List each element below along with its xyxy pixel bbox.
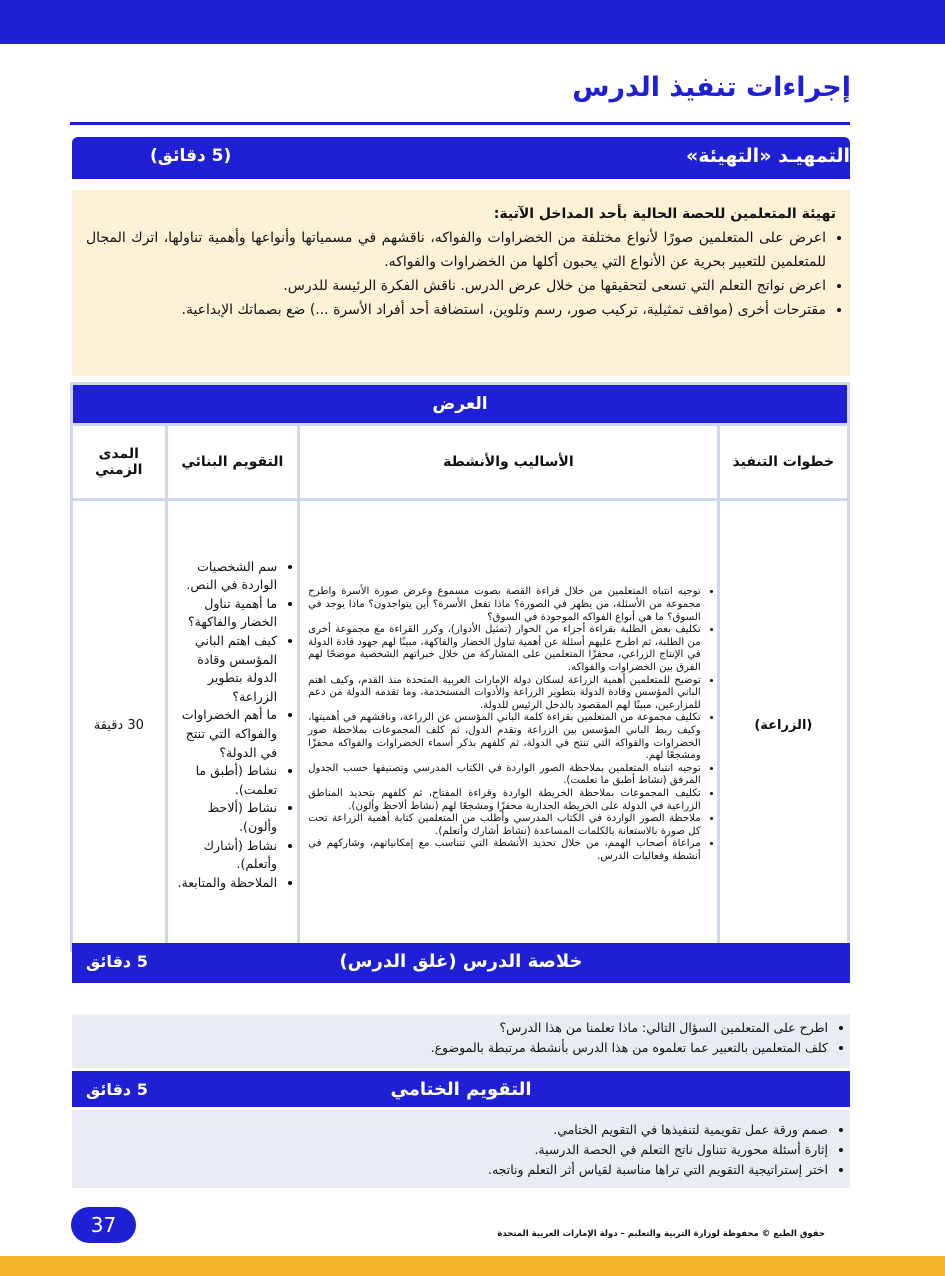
warmup-lead: تهيئة المتعلمين للحصة الحالية بأحد المداخل الآتية: xyxy=(493,206,836,222)
list-item: • تكليف بعض الطلبة بقراءة أجزاء من الحوار (تمثيل الأدوار)، وكرر القراءة مع مجموعة أخرى من الطلبة، ثم اطرح عليهم أسئلة عن أهمية تناول الخضار والفاكهة، مبينًا لهم جهود قادة الدولة في الإنتاج الزراعي، محفزًا المتعلمين على المشاركة من خلال خبراتهم الشخصية موضحًا لهم الفرق بين الخضراوات والفواكه. xyxy=(308,624,701,674)
list-item: • توجيه انتباه المتعلمين بملاحظة الصور الواردة في الكتاب المدرسي وتصنيفها حسب الجدول المرفق (نشاط أطبق ما تعلمت). xyxy=(308,763,701,788)
list-item: • توجيه انتباه المتعلمين من خلال قراءة القصة بصوت مسموع وعرض صورة الأسرة واطرح مجموعة من الأسئلة، من يظهر في الصورة؟ ماذا تفعل الأسرة؟ أين يتواجدون؟ ماذا يوجد في السوق؟ ما هي أنواع الفواكه الموجودة في السوق؟ xyxy=(308,586,701,624)
formative-list xyxy=(168,558,292,893)
presentation-table xyxy=(70,382,850,952)
step-cell: (الزراعة) xyxy=(720,501,847,949)
list-item: • اعرض على المتعلمين صورًا لأنواع مختلفة من الخضراوات والفواكه، ناقشهم في مسمياتها وأنواعها وأهمية تناولها، اترك المجال للمتعلمين للتعبير بحرية عن الأنواع التي يحبون أكلها من الخضراوات والفواكه. xyxy=(86,226,826,274)
column-header-duration: المدى الزمني xyxy=(73,426,165,498)
list-item: • توضيح للمتعلمين أهمية الزراعة لسكان دولة الإمارات العربية المتحدة منذ القدم، وكيف اهتم الباني المؤسس وقادة الدولة بتطوير الزراعة والأدوات المستخدمة، وما تقدمه الدولة من دعم للمزارعين، مبينًا لهم المقصود بالدخل الرئيس للدولة. xyxy=(308,675,701,713)
closing-title: خلاصة الدرس (غلق الدرس) xyxy=(339,951,583,972)
warmup-header xyxy=(72,137,850,179)
list-item: • ما أهم الخضراوات والفواكه التي تنتج في الدولة؟ xyxy=(174,706,278,762)
methods-cell xyxy=(300,501,717,949)
list-item: • كلف المتعلمين بالتعبير عما تعلموه من هذا الدرس بأنشطة مرتبطة بالموضوع. xyxy=(72,1038,828,1058)
warmup-title: التمهيـد «التهيئة» xyxy=(685,145,850,167)
closing-box xyxy=(72,1014,850,1068)
list-item: • نشاط (ألاحظ وألون). xyxy=(174,799,278,836)
list-item: • كيف اهتم الباني المؤسس وقادة الدولة بتطوير الزراعة؟ xyxy=(174,632,278,706)
list-item: • نشاط (أشارك وأتعلم). xyxy=(174,837,278,874)
list-item: • اطرح على المتعلمين السؤال التالي: ماذا تعلمنا من هذا الدرس؟ xyxy=(72,1018,828,1038)
warmup-box xyxy=(72,190,850,376)
list-item: • سم الشخصيات الواردة في النص. xyxy=(174,558,278,595)
list-item: • الملاحظة والمتابعة. xyxy=(174,874,278,893)
formative-cell xyxy=(168,501,298,949)
final-assessment-box xyxy=(72,1110,850,1188)
list-item: • صمم ورقة عمل تقويمية لتنفيذها في التقويم الختامي. xyxy=(72,1120,828,1140)
list-item: • ما أهمية تناول الخضار والفاكهة؟ xyxy=(174,595,278,632)
page-title: إجراءات تنفيذ الدرس xyxy=(572,72,851,103)
final-assessment-list xyxy=(72,1120,850,1180)
presentation-header: العرض xyxy=(73,385,847,423)
column-header-formative: التقويم البنائي xyxy=(168,426,298,498)
column-header-methods: الأساليب والأنشطة xyxy=(300,426,717,498)
column-header-steps: خطوات التنفيذ xyxy=(720,426,847,498)
copyright-notice: حقوق الطبع © محفوظة لوزارة التربية والتعليم – دولة الإمارات العربية المتحدة xyxy=(497,1229,825,1239)
closing-list xyxy=(72,1018,850,1058)
warmup-list xyxy=(86,226,836,322)
list-item: • مراعاة أصحاب الهمم، من خلال تحديد الأنشطة التي تتناسب مع إمكانياتهم، وشاركهم في أنشطة وفعاليات الدرس. xyxy=(308,838,701,863)
closing-duration: 5 دقائق xyxy=(86,952,148,971)
page-number: 37 xyxy=(71,1207,136,1243)
closing-header xyxy=(72,943,850,983)
final-assessment-duration: 5 دقائق xyxy=(86,1080,148,1099)
warmup-duration: (5 دقائق) xyxy=(150,146,232,166)
list-item: • تكليف المجموعات بملاحظة الخريطة الواردة وقراءة المفتاح، ثم كلفهم بتحديد المناطق الزراعية في الدولة على الخريطة الجدارية محفزًا ومشجعًا لهم (نشاط ألاحظ وألون). xyxy=(308,788,701,813)
list-item: • ملاحظة الصور الواردة في الكتاب المدرسي وأطلب من المتعلمين كتابة أهمية الزراعة تحت كل صورة بالاستعانة بالكلمات المساعدة (نشاط أشارك وأتعلم). xyxy=(308,813,701,838)
methods-list xyxy=(308,586,711,863)
list-item: • اعرض نواتج التعلم التي تسعى لتحقيقها من خلال عرض الدرس. ناقش الفكرة الرئيسة للدرس. xyxy=(86,274,826,298)
bottom-banner xyxy=(0,1256,945,1276)
list-item: • مقترحات أخرى (مواقف تمثيلية، تركيب صور، رسم وتلوين، استضافة أحد أفراد الأسرة ...) ضع بصماتك الإبداعية. xyxy=(86,298,826,322)
list-item: • تكليف مجموعة من المتعلمين بقراءة كلمة الباني المؤسس عن الزراعة، وناقشهم في أهميتها، وكيف ربط الباني المؤسس بين الزراعة وتقدم الدول، ثم كلف المجموعات بملاحظة صور الخضراوات والفواكه التي تنتج في الدولة، ثم كلفهم بذكر أسماء الخضراوات والفواكه محفزًا ومشجعًا لهم. xyxy=(308,712,701,762)
list-item: • نشاط (أطبق ما تعلمت). xyxy=(174,762,278,799)
list-item: • إثارة أسئلة محورية تتناول ناتج التعلم في الحصة الدرسية. xyxy=(72,1140,828,1160)
list-item: • اختر إستراتيجية التقويم التي تراها مناسبة لقياس أثر التعلم وناتجه. xyxy=(72,1160,828,1180)
final-assessment-title: التقويم الختامي xyxy=(390,1079,532,1100)
duration-cell: 30 دقيقة xyxy=(73,501,165,949)
title-divider xyxy=(70,122,850,125)
top-banner xyxy=(0,0,945,44)
final-assessment-header xyxy=(72,1071,850,1107)
